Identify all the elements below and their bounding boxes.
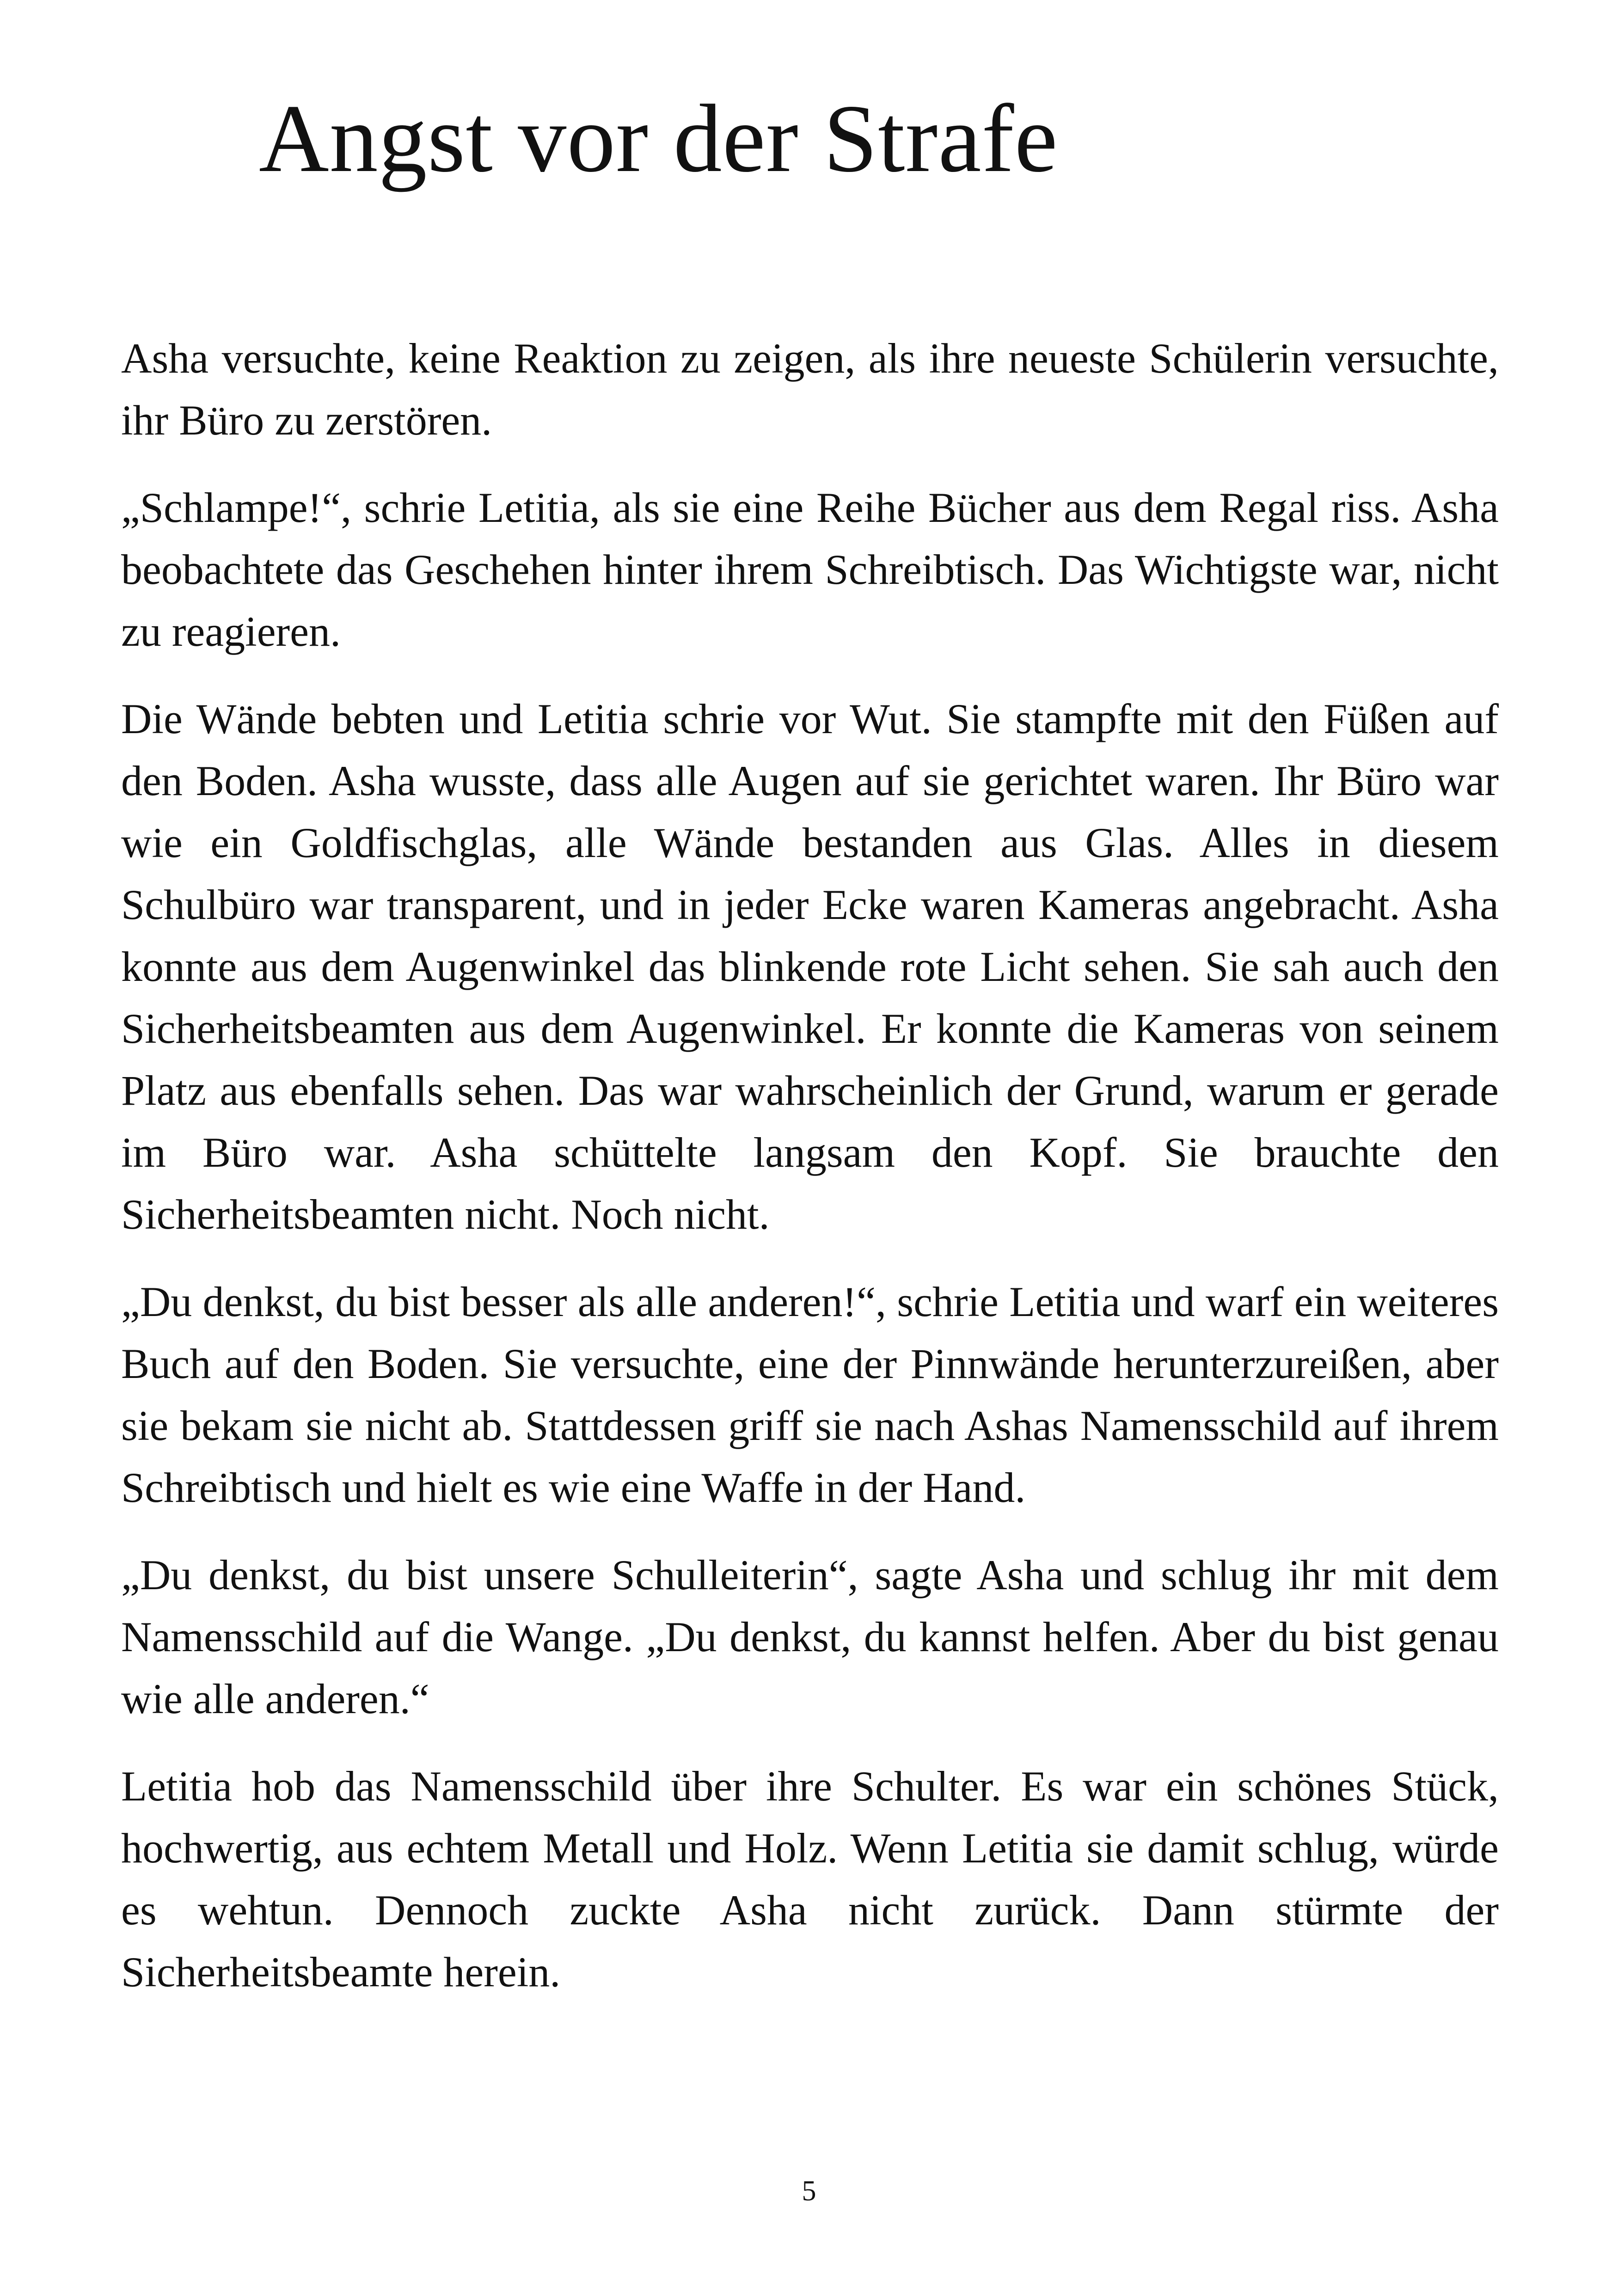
paragraph-1: Asha versuchte, keine Reaktion zu zeigen, als ihre neueste Schülerin versuchte, ihr Büro zu zerstören. [121, 335, 1499, 444]
chapter-title: Angst vor der Strafe [259, 85, 1058, 192]
page-number: 5 [802, 2175, 816, 2207]
paragraph-6: Letitia hob das Namensschild über ihre Schulter. Es war ein schönes Stück, hochwertig, aus echtem Metall und Holz. Wenn Letitia sie damit schlug, würde es wehtun. Dennoch zuckte Asha nicht zurück. Dann stürmte der Sicherheitsbeamte herein. [121, 1763, 1499, 1996]
paragraph-5: „Du denkst, du bist unsere Schulleiterin“, sagte Asha und schlug ihr mit dem Namensschild auf die Wange. „Du denkst, du kannst helfen. Aber du bist genau wie alle anderen.“ [121, 1551, 1499, 1722]
paragraph-2: „Schlampe!“, schrie Letitia, als sie eine Reihe Bücher aus dem Regal riss. Asha beobachtete das Geschehen hinter ihrem Schreibtisch. Das Wichtigste war, nicht zu reagieren. [121, 484, 1499, 655]
chapter-body [121, 327, 1499, 2028]
paragraph-3: Die Wände bebten und Letitia schrie vor Wut. Sie stampfte mit den Füßen auf den Boden. Asha wusste, dass alle Augen auf sie gerichtet waren. Ihr Büro war wie ein Goldfischglas, alle Wände bestanden aus Glas. Alles in diesem Schulbüro war transparent, und in jeder Ecke waren Kameras angebracht. Asha konnte aus dem Augenwinkel das blinkende rote Licht sehen. Sie sah auch den Sicherheitsbeamten aus dem Augenwinkel. Er konnte die Kameras von seinem Platz aus ebenfalls sehen. Das war wahrscheinlich der Grund, warum er gerade im Büro war. Asha schüttelte langsam den Kopf. Sie brauchte den Sicherheitsbeamten nicht. Noch nicht. [121, 695, 1499, 1238]
paragraph-4: „Du denkst, du bist besser als alle anderen!“, schrie Letitia und warf ein weiteres Buch auf den Boden. Sie versuchte, eine der Pinnwände herunterzureißen, aber sie bekam sie nicht ab. Stattdessen griff sie nach Ashas Namensschild auf ihrem Schreibtisch und hielt es wie eine Waffe in der Hand. [121, 1278, 1499, 1511]
